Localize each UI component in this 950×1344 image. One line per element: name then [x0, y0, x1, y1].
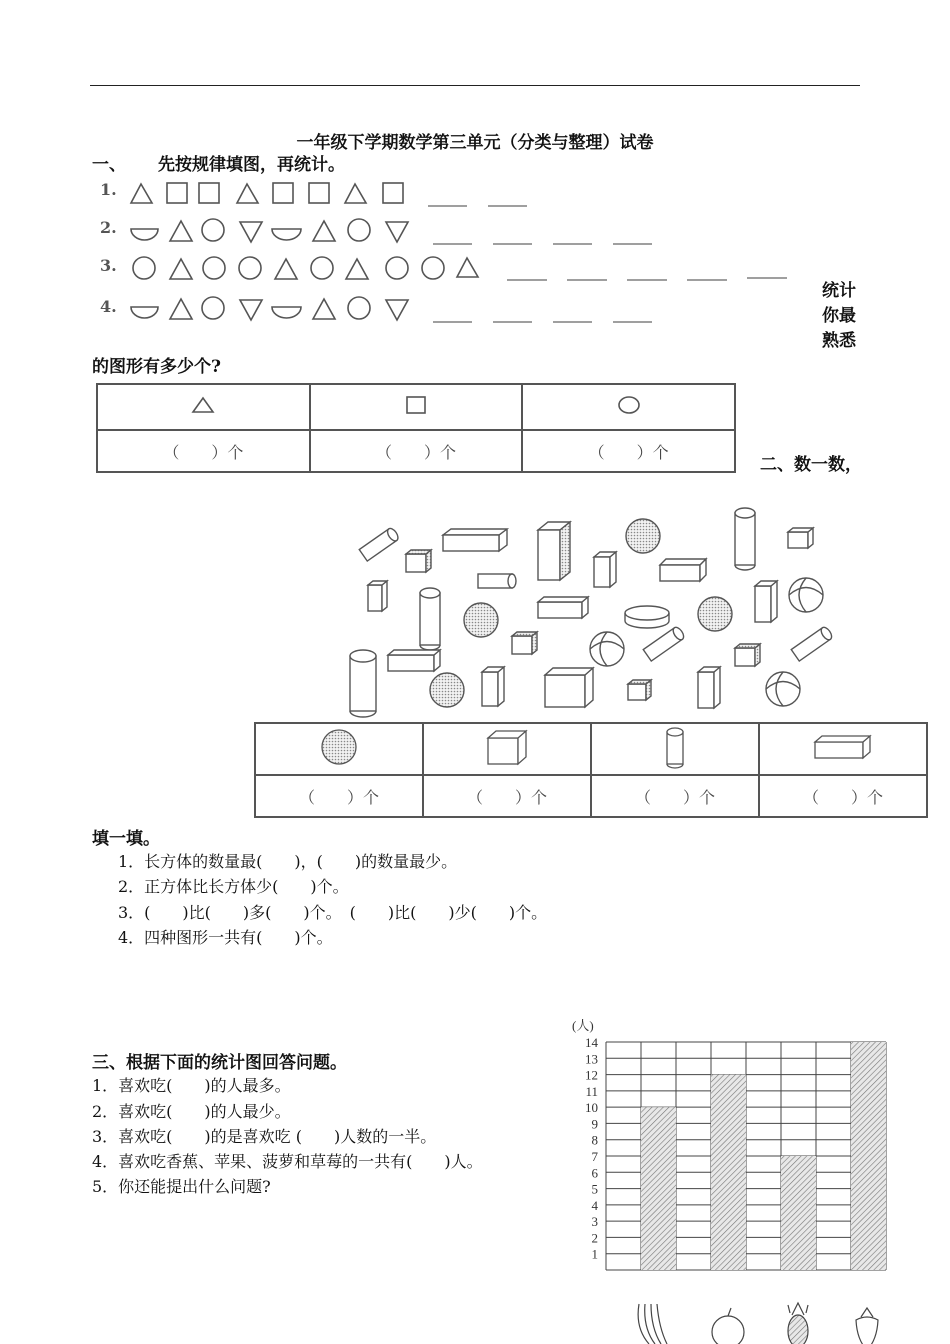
page-title: 一年级下学期数学第三单元（分类与整理）试卷	[296, 133, 654, 153]
pineapple-icon	[788, 1303, 808, 1344]
side-text-2: 你最	[822, 306, 856, 326]
section2-heading: 二、数一数，	[760, 455, 862, 475]
circle-count[interactable]: （ ）个	[522, 430, 735, 472]
cube-cell	[423, 723, 591, 775]
row-label-1: 1.	[100, 180, 117, 199]
y-tick-label: 5	[591, 1181, 598, 1197]
section1-question: 的图形有多少个?	[92, 357, 221, 377]
y-tick-label: 3	[591, 1214, 598, 1230]
y-tick-label: 14	[585, 1035, 598, 1050]
y-tick-label: 8	[591, 1132, 598, 1148]
section1-heading: 先按规律填图，再统计。	[158, 155, 345, 175]
fill-item-1: 1．长方体的数量最( )，( )的数量最少。	[118, 852, 458, 871]
strawberry-icon	[856, 1308, 878, 1344]
bar-pineapple	[781, 1156, 816, 1270]
q3-item-1: 1．喜欢吃( )的人最多。	[92, 1076, 291, 1095]
q3-item-4: 4．喜欢吃香蕉、苹果、菠萝和草莓的一共有( )人。	[92, 1152, 483, 1171]
apple-icon	[712, 1308, 744, 1344]
cylinder-count[interactable]: （ ）个	[591, 775, 759, 817]
section1-number: 一、	[92, 155, 126, 175]
bar-strawberry	[851, 1042, 886, 1270]
y-tick-label: 12	[585, 1067, 598, 1083]
y-tick-label: 10	[585, 1100, 598, 1116]
row-label-4: 4.	[100, 297, 117, 316]
fill-heading: 填一填。	[92, 829, 160, 849]
fill-item-2: 2．正方体比长方体少( )个。	[118, 877, 349, 896]
banana-icon	[638, 1304, 667, 1344]
square-count[interactable]: （ ）个	[310, 430, 523, 472]
sphere-cell	[255, 723, 423, 775]
row-label-2: 2.	[100, 218, 117, 237]
chart-ylabel: (人)	[572, 1018, 594, 1033]
fruit-bar-chart	[560, 1012, 920, 1342]
side-text-1: 统计	[822, 281, 856, 301]
y-tick-label: 7	[591, 1149, 598, 1164]
cube-count[interactable]: （ ）个	[423, 775, 591, 817]
row-label-3: 3.	[100, 256, 117, 275]
cylinder-cell	[591, 723, 759, 775]
y-tick-label: 9	[591, 1116, 598, 1132]
cuboid-cell	[759, 723, 927, 775]
bar-banana	[641, 1107, 676, 1270]
y-tick-label: 4	[591, 1197, 598, 1213]
q3-item-5: 5．你还能提出什么问题?	[92, 1177, 271, 1196]
q3-item-2: 2．喜欢吃( )的人最少。	[92, 1102, 291, 1121]
solid-count-table	[254, 722, 928, 818]
y-tick-label: 1	[591, 1246, 598, 1262]
triangle-count[interactable]: （ ）个	[97, 430, 310, 472]
y-tick-label: 13	[585, 1051, 598, 1067]
q3-item-3: 3．喜欢吃( )的是喜欢吃 ( )人数的一半。	[92, 1127, 437, 1146]
sphere-count[interactable]: （ ）个	[255, 775, 423, 817]
y-tick-label: 2	[591, 1230, 598, 1246]
fill-item-4: 4．四种图形一共有( )个。	[118, 928, 333, 947]
y-tick-label: 6	[591, 1165, 598, 1181]
y-tick-label: 11	[585, 1083, 598, 1099]
fill-item-3: 3．( )比( )多( )个。 ( )比( )少( )个。	[118, 903, 548, 922]
section3-heading: 三、根据下面的统计图回答问题。	[92, 1053, 347, 1073]
bar-apple	[711, 1075, 746, 1270]
cuboid-count[interactable]: （ ）个	[759, 775, 927, 817]
side-text-3: 熟悉	[822, 331, 856, 351]
